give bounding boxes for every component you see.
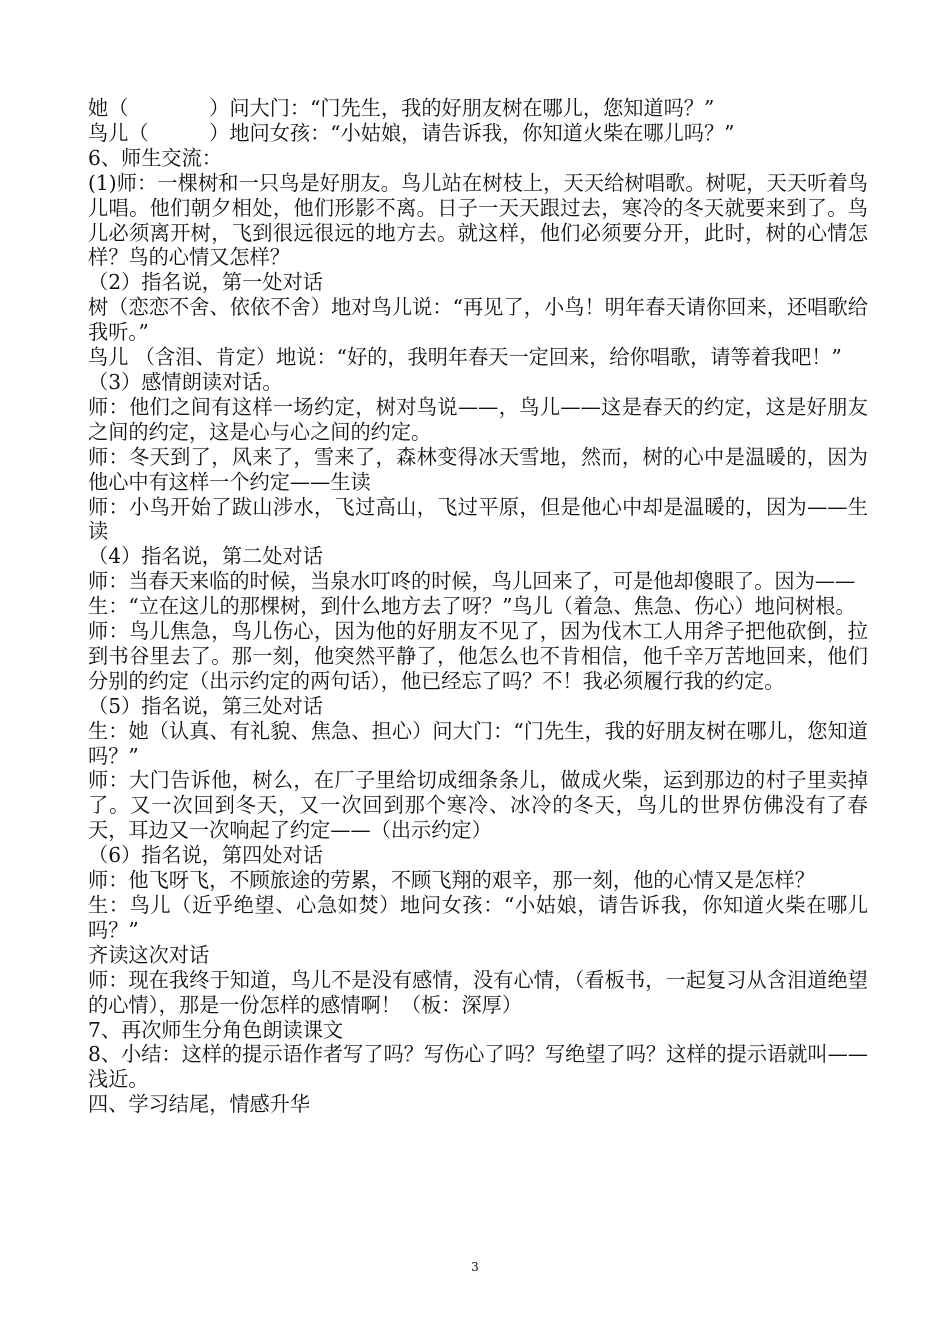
paragraph-21: 生：鸟儿（近乎绝望、心急如焚）地问女孩：“小姑娘，请告诉我，你知道火柴在哪儿吗？” bbox=[88, 893, 868, 942]
paragraph-13: 师：当春天来临的时候，当泉水叮咚的时候，鸟儿回来了，可是他却傻眼了。因为—— bbox=[88, 569, 856, 594]
paragraph-9: 师：他们之间有这样一场约定，树对鸟说——，鸟儿——这是春天的约定，这是好朋友之间的约定，这是心与心之间的约定。 bbox=[88, 394, 868, 444]
paragraph-16: （5）指名说，第三处对话 bbox=[88, 693, 323, 718]
paragraph-20: 师：他飞呀飞，不顾旅途的劳累，不顾飞翔的艰辛，那一刻，他的心情又是怎样？ bbox=[88, 868, 815, 893]
paragraph-17: 生：她（认真、有礼貌、焦急、担心）问大门：“门先生，我的好朋友树在哪儿，您知道吗？” bbox=[88, 718, 868, 768]
paragraph-25: 8、小结：这样的提示语作者写了吗？写伤心了吗？写绝望了吗？这样的提示语就叫——浅近。 bbox=[88, 1042, 868, 1092]
paragraph-26: 四、学习结尾，情感升华 bbox=[88, 1092, 311, 1117]
paragraph-5: （2）指名说，第一处对话 bbox=[88, 270, 323, 295]
paragraph-10: 师：冬天到了，风来了，雪来了，森林变得冰天雪地，然而，树的心中是温暖的，因为他心中有这样一个约定——生读 bbox=[88, 444, 868, 494]
paragraph-23: 师：现在我终于知道，鸟儿不是没有感情，没有心情，（看板书，一起复习从含泪道绝望的心情），那是一份怎样的感情啊！（板：深厚） bbox=[88, 967, 868, 1017]
paragraph-8: （3）感情朗读对话。 bbox=[88, 369, 283, 394]
paragraph-15: 师：鸟儿焦急，鸟儿伤心，因为他的好朋友不见了，因为伐木工人用斧子把他砍倒，拉到书谷里去了。那一刻，他突然平静了，他怎么也不肯相信，他千辛万苦地回来，他们分别的约定（出示约定的两句话），他已经忘了吗？不！我必须履行我的约定。 bbox=[88, 619, 868, 693]
paragraph-11: 师：小鸟开始了跋山涉水，飞过高山，飞过平原，但是他心中却是温暖的，因为——生读 bbox=[88, 494, 868, 544]
paragraph-4: (1)师：一棵树和一只鸟是好朋友。鸟儿站在树枝上，天天给树唱歌。树呢，天天听着鸟儿唱。他们朝夕相处，他们形影不离。日子一天天跟过去，寒冷的冬天就要来到了。鸟儿必须离开树，飞到很远很远的地方去。就这样，他们必须要分开，此时，树的心情怎样？鸟的心情又怎样？ bbox=[88, 170, 868, 270]
paragraph-24: 7、再次师生分角色朗读课文 bbox=[88, 1017, 344, 1042]
page-number: 3 bbox=[471, 1260, 479, 1274]
paragraph-19: （6）指名说，第四处对话 bbox=[88, 843, 323, 868]
paragraph-2: 鸟儿（ ）地问女孩：“小姑娘，请告诉我，你知道火柴在哪儿吗？” bbox=[88, 120, 735, 145]
paragraph-3: 6、师生交流： bbox=[88, 145, 222, 170]
paragraph-18: 师：大门告诉他，树么，在厂子里给切成细条条儿，做成火柴，运到那边的村子里卖掉了。又一次回到冬天，又一次回到那个寒冷、冰冷的冬天，鸟儿的世界仿佛没有了春天，耳边又一次响起了约定——（出示约定） bbox=[88, 768, 868, 843]
paragraph-12: （4）指名说，第二处对话 bbox=[88, 544, 323, 569]
paragraph-22: 齐读这次对话 bbox=[88, 942, 210, 967]
paragraph-14: 生：“立在这儿的那棵树，到什么地方去了呀？”鸟儿（着急、焦急、伤心）地问树根。 bbox=[88, 594, 856, 619]
paragraph-1: 她（ ）问大门：“门先生，我的好朋友树在哪儿，您知道吗？” bbox=[88, 96, 715, 120]
paragraph-6: 树（恋恋不舍、依依不舍）地对鸟儿说：“再见了，小鸟！明年春天请你回来，还唱歌给我听。” bbox=[88, 295, 868, 345]
paragraph-7: 鸟儿 （含泪、肯定）地说：“好的，我明年春天一定回来，给你唱歌，请等着我吧！” bbox=[88, 345, 842, 370]
document-body bbox=[88, 96, 868, 1117]
